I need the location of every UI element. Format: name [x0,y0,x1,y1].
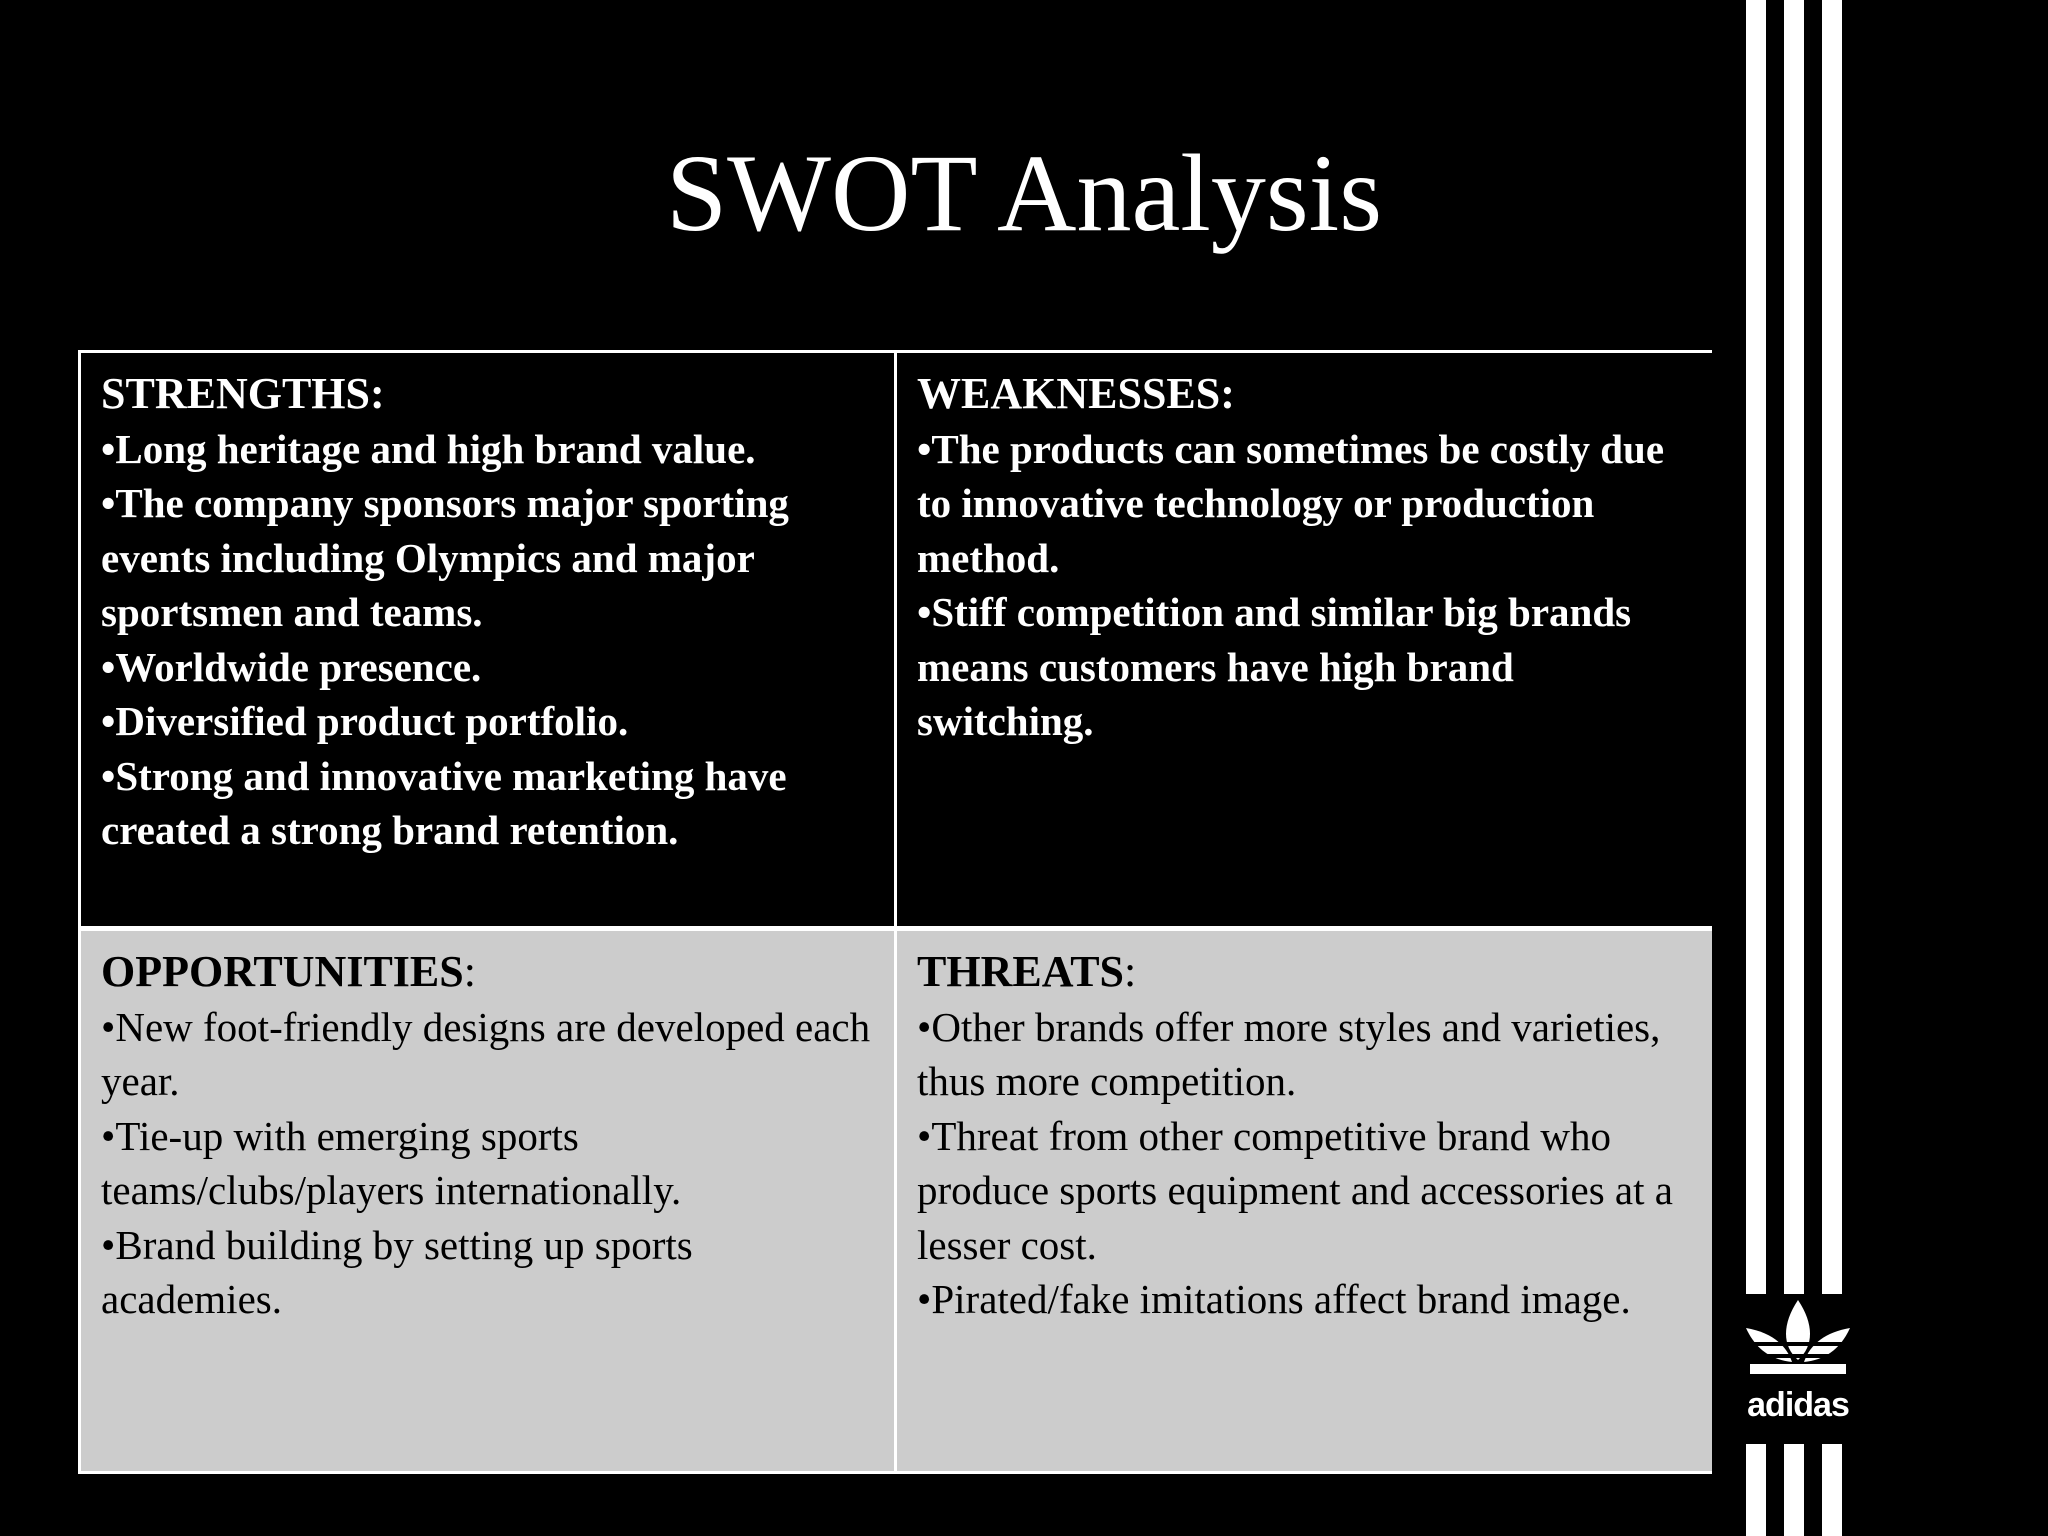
strengths-item: •Strong and innovative marketing have created a strong brand retention. [101,752,787,853]
threats-heading [917,945,1692,1000]
slide-title: SWOT Analysis [665,132,1383,254]
weaknesses-item: •Stiff competition and similar big brands means customers have high brand switching. [917,589,1632,744]
opportunities-heading [101,945,874,1000]
strengths-item: •Long heritage and high brand value. [101,425,756,472]
strengths-item: •Worldwide presence. [101,643,482,690]
threats-item: •Threat from other competitive brand who produce sports equipment and accessories at a lesser cost. [917,1112,1673,1268]
brand-logo-text: adidas [1747,1386,1849,1424]
opportunities-item: •Brand building by setting up sports academies. [101,1221,693,1322]
threats-item: •Other brands offer more styles and varieties, thus more competition. [917,1003,1661,1104]
weaknesses-cell [897,353,1712,931]
strengths-item: •The company sponsors major sporting events including Olympics and major sportsmen and teams. [101,480,789,635]
brand-logo [1738,1294,1858,1444]
strengths-heading: STRENGTHS: [101,369,385,418]
strengths-item: •Diversified product portfolio. [101,698,629,744]
strengths-cell [81,353,897,931]
swot-table [78,350,1712,1474]
opportunities-item: •Tie-up with emerging sports teams/clubs/players internationally. [101,1112,682,1213]
opportunities-item: •New foot-friendly designs are developed each year. [101,1003,871,1104]
trefoil-icon [1738,1294,1858,1386]
threats-cell [897,931,1712,1471]
threats-heading-colon: : [1124,947,1137,996]
opportunities-cell [81,931,897,1471]
threats-item: •Pirated/fake imitations affect brand image. [917,1276,1631,1322]
threats-heading-text: THREATS [917,947,1125,996]
opportunities-heading-text: OPPORTUNITIES [101,947,464,996]
opportunities-heading-colon: : [463,947,476,996]
weaknesses-heading: WEAKNESSES: [917,369,1235,418]
weaknesses-item: •The products can sometimes be costly due to innovative technology or production method. [917,425,1665,581]
